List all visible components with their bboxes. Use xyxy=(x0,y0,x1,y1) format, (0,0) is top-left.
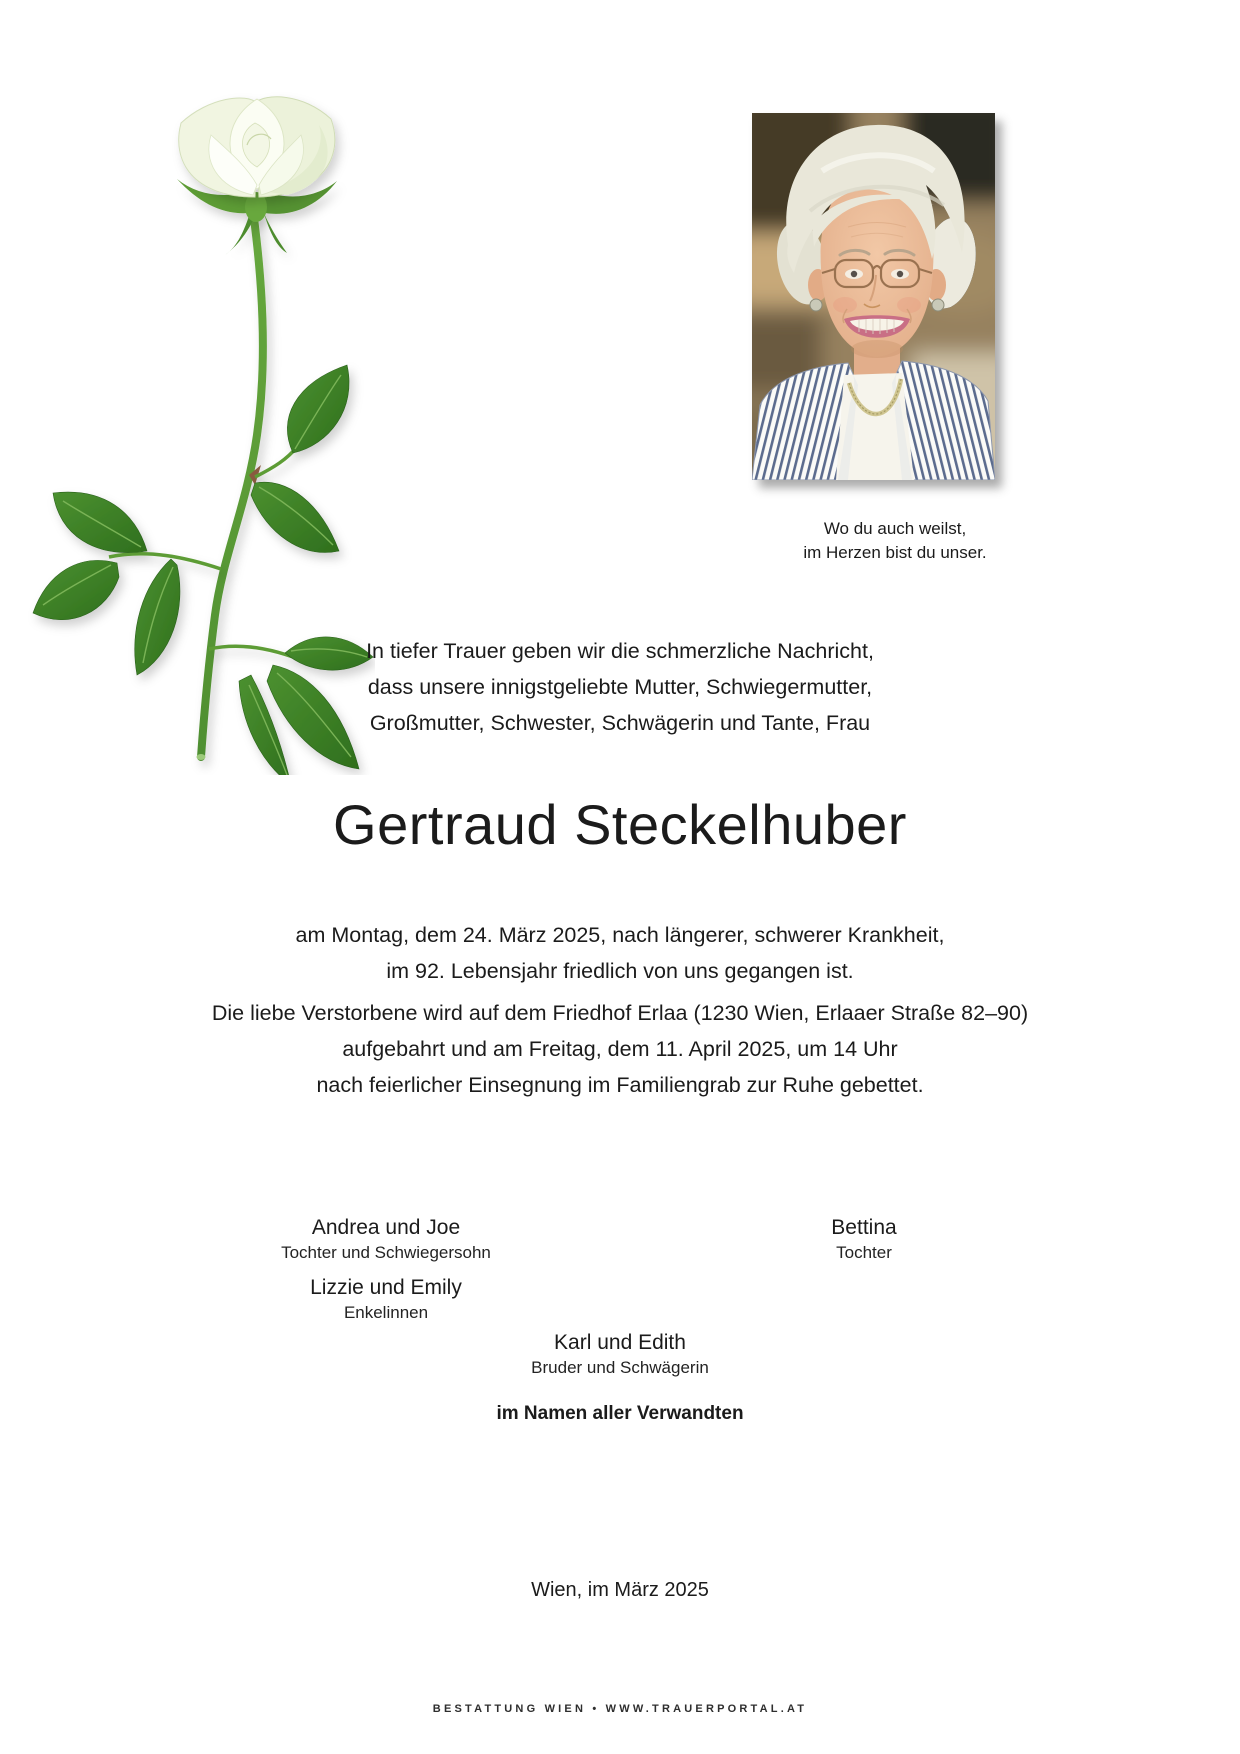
funeral-paragraph xyxy=(0,995,1240,1103)
mourner-names: Bettina xyxy=(831,1216,897,1239)
funeral-line-1: Die liebe Verstorbene wird auf dem Friedhof Erlaa (1230 Wien, Erlaaer Straße 82–90) xyxy=(211,1001,1029,1025)
announcement-intro xyxy=(0,633,1240,741)
caption-line-1: Wo du auch weilst, xyxy=(823,519,967,538)
mourner-granddaughters xyxy=(146,1275,626,1324)
deceased-name: Gertraud Steckelhuber xyxy=(333,793,907,856)
intro-line-1: In tiefer Trauer geben wir die schmerzliche Nachricht, xyxy=(366,639,874,663)
mourner-relation: Enkelinnen xyxy=(343,1303,429,1322)
in-name-of-relatives: im Namen aller Verwandten xyxy=(496,1403,744,1424)
mourner-relation: Bruder und Schwägerin xyxy=(531,1358,709,1377)
photo-caption xyxy=(757,517,1033,565)
portrait-photo xyxy=(752,113,995,480)
funeral-line-2: aufgebahrt und am Freitag, dem 11. April 2025, um 14 Uhr xyxy=(342,1037,898,1061)
mourner-relation: Tochter xyxy=(836,1243,892,1262)
mourner-names: Karl und Edith xyxy=(554,1331,686,1354)
intro-line-2: dass unsere innigstgeliebte Mutter, Schwiegermutter, xyxy=(367,675,873,699)
mourner-daughter-bettina xyxy=(624,1215,1104,1264)
death-line-2: im 92. Lebensjahr friedlich von uns gegangen ist. xyxy=(386,959,854,983)
caption-line-2: im Herzen bist du unser. xyxy=(803,543,987,562)
mourner-names: Lizzie und Emily xyxy=(310,1276,462,1299)
mourner-daughter-andrea xyxy=(146,1215,626,1264)
footer-publisher: BESTATTUNG WIEN • WWW.TRAUERPORTAL.AT xyxy=(432,1703,808,1715)
elderly-woman-portrait-icon xyxy=(752,113,995,480)
mourner-brother xyxy=(0,1330,1240,1379)
place-date: Wien, im März 2025 xyxy=(531,1579,709,1601)
death-paragraph xyxy=(0,917,1240,989)
intro-line-3: Großmutter, Schwester, Schwägerin und Tante, Frau xyxy=(369,711,871,735)
mourner-relation: Tochter und Schwiegersohn xyxy=(281,1243,491,1262)
death-line-1: am Montag, dem 24. März 2025, nach längerer, schwerer Krankheit, xyxy=(295,923,945,947)
funeral-line-3: nach feierlicher Einsegnung im Familiengrab zur Ruhe gebettet. xyxy=(316,1073,924,1097)
mourner-names: Andrea und Joe xyxy=(311,1216,461,1239)
